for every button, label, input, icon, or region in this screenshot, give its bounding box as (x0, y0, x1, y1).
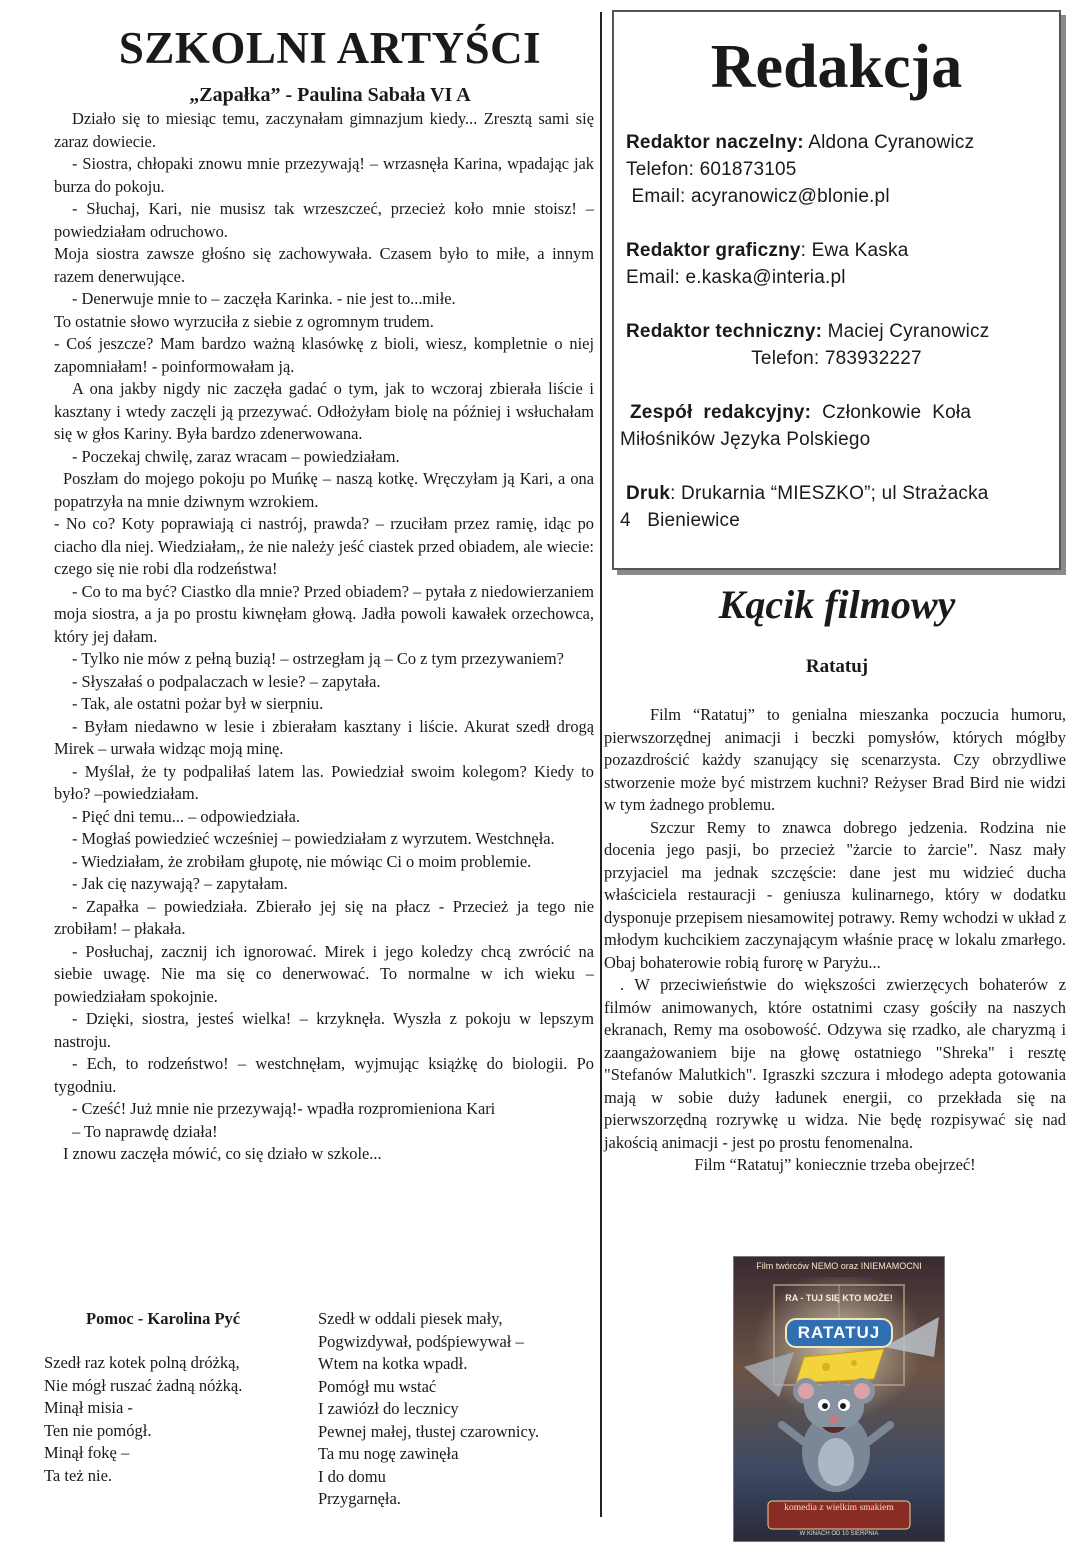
editorial-team (630, 400, 971, 426)
story-paragraph: - Mogłaś powiedzieć wcześniej – powiedziałam z wyrzutem. Westchnęła. (72, 829, 555, 848)
editorial-title: Redakcja (710, 33, 963, 101)
story-paragraph: - Słuchaj, Kari, nie musisz tak wrzeszczeć, przecież koło mnie stoisz! – powiedziałam odruchowo. (54, 199, 594, 241)
story-paragraph: - Tylko nie mów z pełną buzią! – ostrzegłam ją – Co z tym przezywaniem? (72, 649, 564, 668)
poem-line: Ta też nie. (44, 1465, 113, 1485)
story-paragraph: - Denerwuje mnie to – zaczęła Karinka. - nie jest to...miłe. (72, 289, 456, 308)
story-paragraph: - Byłam niedawno w lesie i zbierałam kasztany i liście. Akurat szedł drogą Mirek – urwała widząc moją minę. (54, 716, 594, 758)
poem-column-2 (318, 1308, 539, 1511)
story-text (54, 108, 594, 1166)
poster-bottom-text: komedia z wielkim smakiem (784, 1503, 894, 1513)
print-line2: 4 Bieniewice (620, 510, 741, 531)
story-paragraph: Moja siostra zawsze głośno się zachowywała. Czasem było to miłe, a innym razem denerwujące. (54, 244, 594, 286)
poster-top-text: Film twórców NEMO oraz INIEMAMOCNI (756, 1261, 922, 1271)
review-paragraph: Film “Ratatuj” koniecznie trzeba obejrzeć! (694, 1155, 976, 1174)
review-paragraph: . W przeciwieństwie do większości zwierzęcych bohaterów z filmów animowanych, które ostatnimi czasy gościły na naszych ekranach, Remy ma osobowość. Odzywa się rzadko, ale charyzmą i zaangażowaniem bije na głowę ostatniego "Shreka" i resztę "Stefanów Malutkich". Igraszki szczura i młodego adepta gotowania mają w sobie duży ładunek energii, co przekłada się na pierwszorzędną rozrywkę u widza. Nie będę rozpisywać się nad jakością animacji - jest po prostu fenomenalna. (604, 975, 1066, 1152)
poem-title: Pomoc - Karolina Pyć (86, 1309, 241, 1328)
story-paragraph: - Poczekaj chwilę, zaraz wracam – powiedziałam. (72, 446, 400, 466)
review-paragraph: Szczur Remy to znawca dobrego jedzenia. Rodzina nie docenia jego pasji, bo przecież "żarcie to żarcie". Nasz mały przyjaciel ma jednak szczęście: dane jest mu widzieć ducha właściciela restauracji - geniusza kulinarnego, który w dodatku dysponuje przepisem niesamowitej potrawy. Remy wchodzi w układ z młodym kuchcikiem zaczynającym właśnie pracę w lokalu zmarłego. Obaj bohaterowie robią furorę w Paryżu... (604, 817, 1066, 972)
graphic-email: Email: e.kaska@interia.pl (626, 267, 846, 288)
graphic-label: Redaktor graficzny (626, 240, 801, 261)
technical-editor (626, 319, 989, 345)
editor-label: Redaktor naczelny: (626, 132, 804, 153)
story-paragraph: - Ech, to rodzeństwo! – westchnęłam, wyjmując książkę do biologii. Po tygodniu. (54, 1054, 594, 1096)
poster-footer: W KINACH OD 10 SIERPNIA (799, 1531, 879, 1537)
story-paragraph: – To naprawdę działa! (72, 1121, 218, 1141)
editor-name: Aldona Cyranowicz (803, 132, 975, 153)
poem-line: Ten nie pomógł. (44, 1420, 152, 1440)
poem-line: Wtem na kotka wpadł. (318, 1354, 468, 1373)
film-section-title: Kącik filmowy (718, 582, 956, 627)
poem-line: Minął fokę – (44, 1443, 130, 1462)
poem-line: Szedł raz kotek polną dróżką, (44, 1353, 240, 1372)
editor-phone: Telefon: 601873105 (626, 159, 797, 180)
story-paragraph: - Dzięki, siostra, jesteś wielka! – krzyknęła. Wyszła z pokoju w lepszym nastroju. (54, 1009, 594, 1051)
poster-tagline: RA - TUJ SIĘ KTO MOŻE! (785, 1293, 893, 1303)
story-paragraph: - Słyszałaś o podpalaczach w lesie? – zapytała. (72, 671, 381, 691)
review-paragraph: Film “Ratatuj” to genialna mieszanka poczucia humoru, pierwszorzędnej animacji i beczki pomysłów, których mógłby pozazdrościć każdy szanujący się scenarzysta. Czy obrzydliwe stworzenie może być mistrzem kuchni? Reżyser Brad Bird nie widzi w tym żadnego problemu. (604, 705, 1066, 814)
story-paragraph: - Jak cię nazywają? – zapytałam. (72, 874, 288, 893)
poem-line: Ta mu nogę zawinęła (318, 1444, 459, 1463)
story-paragraph: - Myślał, że ty podpaliłaś latem las. Powiedział swoim kolegom? Kiedy to było? –powiedziałam. (54, 761, 594, 803)
poem-line: I do domu (318, 1466, 386, 1486)
story-paragraph: - Coś jeszcze? Mam bardzo ważną klasówkę z bioli, wiesz, kompletnie o niej zapomniałam! - poinformowałam ją. (54, 334, 594, 376)
movie-poster (733, 1256, 945, 1542)
printer (626, 481, 989, 507)
poem-line: Nie mógł ruszać żadną nóżką. (44, 1375, 243, 1395)
story-paragraph: - Pięć dni temu... – odpowiedziała. (72, 806, 301, 826)
story-paragraph: - Siostra, chłopaki znowu mnie przezywają! – wrzasnęła Karina, wpadając jak burza do pokoju. (54, 154, 594, 196)
editor-in-chief (626, 130, 974, 156)
graphic-editor (626, 238, 908, 264)
team-line1: Członkowie Koła (811, 402, 972, 423)
poem-line: Szedł w oddali piesek mały, (318, 1309, 503, 1328)
editor-email: Email: acyranowicz@blonie.pl (626, 186, 890, 207)
story-paragraph: I znowu zaczęła mówić, co się działo w szkole... (63, 1144, 382, 1163)
story-title: „Zapałka” - Paulina Sabała VI A (189, 84, 471, 106)
poem-line: Przygarnęła. (318, 1489, 401, 1508)
story-paragraph: - Posłuchaj, zacznij ich ignorować. Mirek i jego koledzy chcą zwrócić na siebie uwagę. Nie ma się co denerwować. To normalne w ich wieku – powiedziałam spokojnie. (54, 941, 594, 1006)
team-label: Zespół redakcyjny: (630, 402, 812, 423)
poem-line: Pogwizdywał, podśpiewywał – (318, 1331, 524, 1351)
story-paragraph: - Cześć! Już mnie nie przezywają!- wpadła rozpromieniona Kari (72, 1099, 496, 1118)
poem-line: Pewnej małej, tłustej czarownicy. (318, 1421, 540, 1441)
story-paragraph: Działo się to miesiąc temu, zaczynałam gimnazjum kiedy... Zresztą sami się zaraz dowiecie. (54, 109, 594, 151)
story-paragraph: - Zapałka – powiedziała. Zbierało jej się na płacz - Przecież ja tego nie zrobiłam! – płakała. (54, 896, 594, 938)
story-paragraph: A ona jakby nigdy nic zaczęła gadać o tym, jak to wczoraj zbierała liście i kasztany i wtedy zaczęli ją przezywać. Odłożyłam biolę na później i wsłuchałam się w głos Kariny. Była bardzo zdenerwowana. (54, 379, 594, 443)
poem-line: I zawiózł do lecznicy (318, 1399, 459, 1418)
story-paragraph: Poszłam do mojego pokoju po Muńkę – naszą kotkę. Wręczyłam ją Kari, a ona popatrzyła na mnie dziwnym wzrokiem. (54, 469, 594, 511)
film-review (604, 704, 1066, 1177)
poster-logo: RATATUJ (797, 1323, 881, 1342)
story-paragraph: - Wiedziałam, że zrobiłam głupotę, nie mówiąc Ci o moim problemie. (72, 851, 532, 871)
poem-line: Pomógł mu wstać (318, 1376, 437, 1396)
poem-line: Minął misia - (44, 1398, 133, 1417)
team-line2: Miłośników Języka Polskiego (620, 429, 871, 450)
print-label: Druk (626, 483, 671, 504)
story-paragraph: - No co? Koty poprawiają ci nastrój, prawda? – rzuciłam przez ramię, idąc po ciacho dla niej. Wiedziałam,, że nie należy jeść ciastek przed obiadem, ale wiecie: czego się nie robi dla rodzeństwa! (54, 514, 594, 578)
print-line1: : Drukarnia “MIESZKO”; ul Strażacka (670, 483, 989, 504)
story-paragraph: - Tak, ale ostatni pożar był w sierpniu. (72, 694, 324, 713)
tech-phone: Telefon: 783932227 (751, 348, 922, 369)
tech-name: Maciej Cyranowicz (822, 321, 990, 342)
column-divider (600, 12, 602, 1517)
tech-label: Redaktor techniczny: (626, 321, 823, 342)
graphic-name: : Ewa Kaska (800, 240, 909, 261)
editorial-box (612, 10, 1061, 570)
poem-column-1 (44, 1352, 242, 1487)
film-name: Ratatuj (805, 656, 869, 677)
story-paragraph: To ostatnie słowo wyrzuciła z siebie z ogromnym trudem. (54, 311, 434, 331)
section-title: SZKOLNI ARTYŚCI (118, 23, 542, 73)
story-paragraph: - Co to ma być? Ciastko dla mnie? Przed obiadem? – pytała z niedowierzaniem moja siostra, a ja po prostu kiwnęłam głową. Jadła powoli kawałek orzechowca, który jej dałam. (54, 581, 594, 646)
